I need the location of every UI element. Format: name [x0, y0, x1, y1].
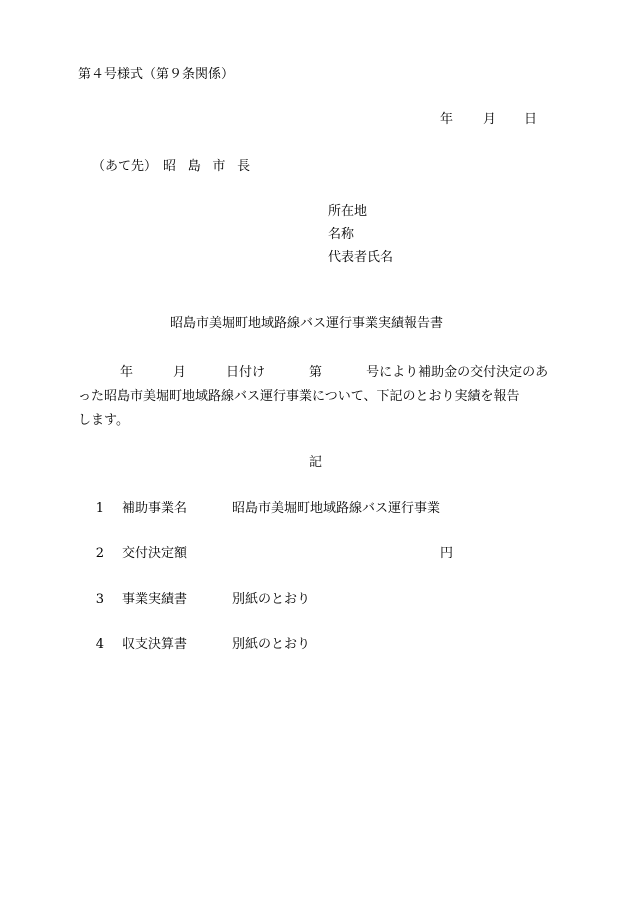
item-label: 交付決定額 [122, 546, 188, 561]
item-value: 別紙のとおり [232, 637, 311, 652]
item-number: 4 [95, 637, 104, 652]
body-dai-label: 第 [309, 365, 323, 380]
date-day-label: 日 [524, 112, 538, 127]
item-number: 3 [95, 592, 104, 607]
representative-label: 代表者氏名 [328, 250, 394, 265]
item-label: 補助事業名 [122, 501, 188, 516]
item-number: 1 [95, 501, 104, 516]
name-label: 名称 [328, 227, 355, 242]
item-value: 昭島市美堀町地域路線バス運行事業 [232, 501, 441, 516]
date-year-label: 年 [440, 112, 454, 127]
item-label: 事業実績書 [122, 592, 188, 607]
body-line1-rest: 号により補助金の交付決定のあ [366, 365, 549, 380]
body-year-label: 年 [120, 365, 134, 380]
body-dated-label: 日付け [226, 365, 266, 380]
item-value: 円 [440, 546, 454, 561]
body-line-1 [78, 361, 550, 385]
document-title: 昭島市美堀町地域路線バス運行事業実績報告書 [170, 316, 444, 331]
body-line-2: った昭島市美堀町地域路線バス運行事業について、下記のとおり実績を報告 [78, 389, 520, 404]
body-paragraph [78, 361, 550, 433]
body-month-label: 月 [173, 365, 187, 380]
item-value: 別紙のとおり [232, 592, 311, 607]
addressee-recipient: 昭島市長 [163, 159, 262, 174]
form-number-header: 第４号様式（第９条関係） [78, 67, 235, 82]
ki-label: 記 [309, 455, 323, 470]
item-number: 2 [95, 546, 104, 561]
address-label: 所在地 [328, 204, 368, 219]
date-month-label: 月 [483, 112, 497, 127]
item-label: 収支決算書 [122, 637, 188, 652]
body-line-3: します。 [78, 413, 129, 428]
addressee-prefix: （あて先） [92, 159, 158, 174]
